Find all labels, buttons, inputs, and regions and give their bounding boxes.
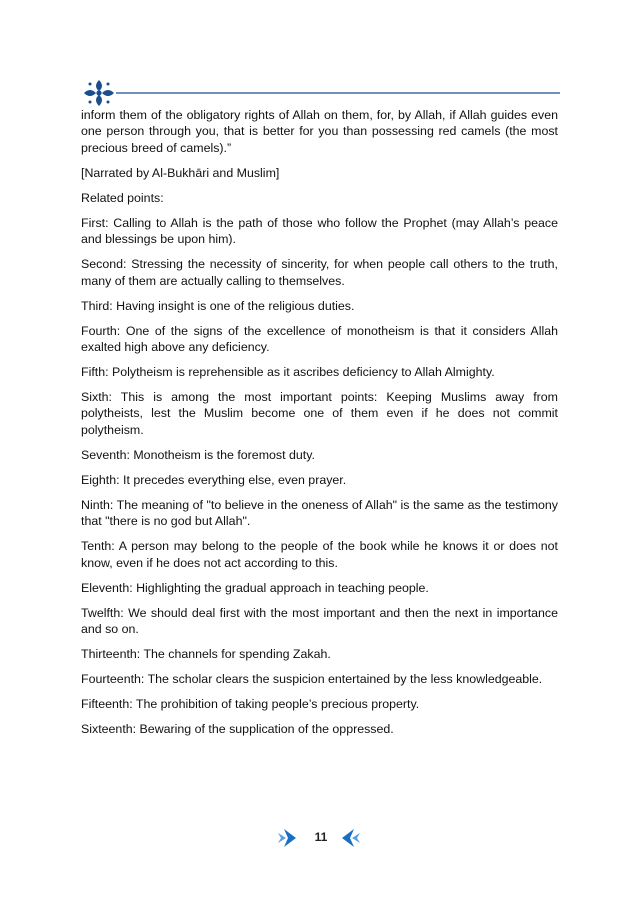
point-sixteenth: Sixteenth: Bewaring of the supplication of the oppressed. bbox=[81, 722, 394, 737]
point-fifth: Fifth: Polytheism is reprehensible as it ascribes deficiency to Allah Almighty. bbox=[81, 365, 495, 380]
related-points-heading: Related points: bbox=[81, 190, 164, 205]
page-number: 11 bbox=[314, 830, 328, 844]
page-body bbox=[81, 107, 558, 746]
point-seventh: Seventh: Monotheism is the foremost duty. bbox=[81, 447, 315, 462]
point-twelfth: Twelfth: We should deal first with the most important and then the next in importance and so on. bbox=[81, 605, 558, 637]
point-first: First: Calling to Allah is the path of those who follow the Prophet (may Allah’s peace and blessings be upon him). bbox=[81, 215, 558, 247]
chevron-right-ornament-icon bbox=[278, 829, 296, 847]
point-eighth: Eighth: It precedes everything else, even prayer. bbox=[81, 472, 347, 487]
point-tenth: Tenth: A person may belong to the people of the book while he knows it or does not know, even if he does not act according to this. bbox=[81, 539, 558, 570]
hadith-continuation: inform them of the obligatory rights of Allah on them, for, by Allah, if Allah guides even one person through you, that is better for you than possessing red camels (the most precious breed of camels).” bbox=[81, 108, 558, 155]
point-fourteenth: Fourteenth: The scholar clears the suspicion entertained by the less knowledgeable. bbox=[81, 672, 543, 687]
point-eleventh: Eleventh: Highlighting the gradual approach in teaching people. bbox=[81, 580, 429, 595]
narration-source: [Narrated by Al-Bukhāri and Muslim] bbox=[81, 165, 280, 180]
point-second: Second: Stressing the necessity of sincerity, for when people call others to the truth, many of them are actually calling to themselves. bbox=[81, 257, 558, 288]
point-fourth: Fourth: One of the signs of the excellence of monotheism is that it considers Allah exalted high above any deficiency. bbox=[81, 323, 558, 355]
header-ornament bbox=[80, 78, 560, 108]
point-third: Third: Having insight is one of the religious duties. bbox=[81, 298, 355, 313]
point-ninth: Ninth: The meaning of "to believe in the oneness of Allah" is the same as the testimony that "there is no god but Allah". bbox=[81, 497, 558, 529]
point-fifteenth: Fifteenth: The prohibition of taking people’s precious property. bbox=[81, 697, 420, 712]
arabesque-ornament-icon bbox=[84, 80, 114, 106]
point-sixth: Sixth: This is among the most important points: Keeping Muslims away from polytheists, lest the Muslim become one of them even if he does not commit polytheism. bbox=[81, 390, 558, 437]
chevron-left-ornament-icon bbox=[342, 829, 360, 847]
point-thirteenth: Thirteenth: The channels for spending Zakah. bbox=[81, 647, 331, 662]
